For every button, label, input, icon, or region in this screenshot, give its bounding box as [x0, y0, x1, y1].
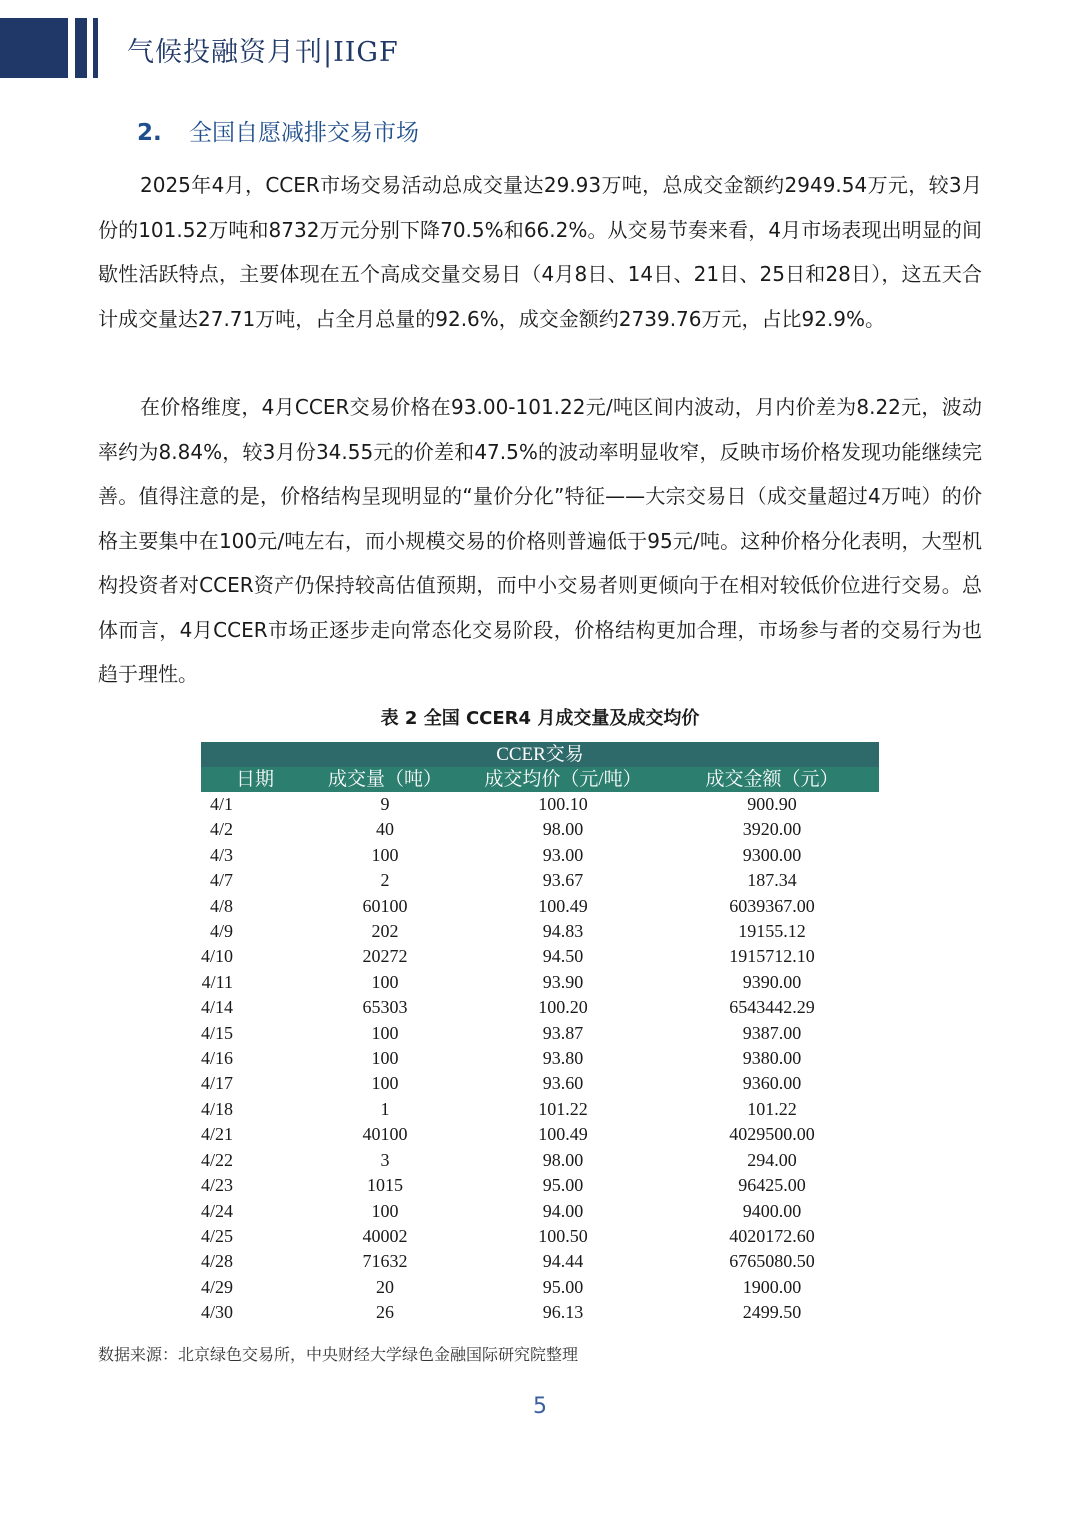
cell-avg-price: 96.13 — [542, 1302, 584, 1323]
table-row — [201, 944, 879, 969]
cell-avg-price: 94.44 — [542, 1251, 584, 1272]
cell-volume: 1015 — [367, 1175, 403, 1196]
table-row — [201, 868, 879, 893]
cell-date: 4/2 — [210, 819, 234, 840]
table-row — [201, 817, 879, 842]
table-row — [201, 1021, 879, 1046]
cell-amount: 1900.00 — [742, 1276, 802, 1297]
cell-avg-price: 94.00 — [542, 1200, 584, 1221]
cell-amount: 187.34 — [747, 870, 797, 891]
cell-avg-price: 93.67 — [542, 870, 584, 891]
cell-volume: 9 — [380, 794, 390, 814]
table-row — [201, 1046, 879, 1071]
cell-avg-price: 101.22 — [538, 1098, 588, 1119]
cell-volume: 100 — [371, 1200, 399, 1221]
table-row — [201, 843, 879, 868]
cell-volume: 71632 — [362, 1251, 408, 1272]
ccer-trade-table — [201, 742, 879, 1326]
cell-volume: 1 — [380, 1098, 390, 1119]
cell-amount: 1915712.10 — [729, 946, 815, 967]
table-row — [201, 1097, 879, 1122]
header-bar — [75, 18, 87, 78]
cell-volume: 100 — [371, 844, 399, 865]
table-caption: 表 2 全国 CCER4 月成交量及成交均价 — [380, 708, 700, 729]
cell-amount: 9300.00 — [742, 844, 802, 865]
column-header-volume: 成交量（吨） — [309, 767, 461, 792]
cell-volume: 26 — [376, 1302, 394, 1323]
cell-amount: 9360.00 — [742, 1073, 802, 1094]
cell-date: 4/1 — [210, 794, 234, 814]
cell-amount: 19155.12 — [738, 921, 806, 942]
cell-amount: 9390.00 — [742, 971, 802, 992]
cell-avg-price: 98.00 — [542, 1149, 584, 1170]
cell-date: 4/21 — [201, 1124, 234, 1145]
cell-volume: 40 — [376, 819, 394, 840]
section-title: 全国自愿减排交易市场 — [189, 120, 419, 146]
table-row — [201, 1173, 879, 1198]
cell-date: 4/7 — [210, 870, 234, 891]
cell-avg-price: 100.50 — [538, 1225, 588, 1246]
body-paragraph: 2025年4月，CCER市场交易活动总成交量达29.93万吨，总成交金额约2949.54万元，较3月份的101.52万吨和8732万元分别下降70.5%和66.2%。从交易节奏来看，4月市场表现出明显的间歇性活跃特点，主要体现在五个高成交量交易日（4月8日、14日、21日、25日和28日），这五天合计成交量达27.71万吨，占全月总量的92.6%，成交金额约2739.76万元，占比92.9%。 — [98, 173, 982, 331]
cell-amount: 3920.00 — [742, 819, 802, 840]
cell-avg-price: 95.00 — [542, 1276, 584, 1297]
cell-volume: 3 — [380, 1149, 390, 1170]
cell-date: 4/22 — [201, 1149, 234, 1170]
body-paragraph: 在价格维度，4月CCER交易价格在93.00-101.22元/吨区间内波动，月内价差为8.22元，波动率约为8.84%，较3月份34.55元的价差和47.5%的波动率明显收窄，反映市场价格发现功能继续完善。值得注意的是，价格结构呈现明显的“量价分化”特征——大宗交易日（成交量超过4万吨）的价格主要集中在100元/吨左右，而小规模交易的价格则普遍低于95元/吨。这种价格分化表明，大型机构投资者对CCER资产仍保持较高估值预期，而中小交易者则更倾向于在相对较低价位进行交易。总体而言，4月CCER市场正逐步走向常态化交易阶段，价格结构更加合理，市场参与者的交易行为也趋于理性。 — [98, 395, 982, 686]
cell-date: 4/11 — [201, 971, 234, 992]
cell-date: 4/25 — [201, 1225, 234, 1246]
cell-date: 4/15 — [201, 1022, 234, 1043]
cell-volume: 65303 — [362, 997, 408, 1018]
page-number: 5 — [533, 1394, 547, 1419]
cell-date: 4/16 — [201, 1048, 234, 1069]
cell-date: 4/18 — [201, 1098, 234, 1119]
cell-date: 4/8 — [210, 895, 234, 916]
header-bar — [0, 18, 68, 78]
column-header-date: 日期 — [201, 767, 309, 792]
cell-amount: 101.22 — [747, 1098, 797, 1119]
cell-avg-price: 93.60 — [542, 1073, 584, 1094]
cell-volume: 2 — [380, 870, 390, 891]
table-row — [201, 1224, 879, 1249]
table-row — [201, 1249, 879, 1274]
cell-avg-price: 100.49 — [538, 895, 588, 916]
column-header-amount: 成交金额（元） — [665, 767, 879, 792]
table-row — [201, 1122, 879, 1147]
cell-avg-price: 93.90 — [542, 971, 584, 992]
cell-date: 4/14 — [201, 997, 234, 1018]
cell-amount: 4029500.00 — [729, 1124, 815, 1145]
cell-volume: 100 — [371, 1022, 399, 1043]
table-row — [201, 1071, 879, 1096]
cell-volume: 202 — [371, 921, 399, 942]
cell-volume: 100 — [371, 1048, 399, 1069]
cell-amount: 96425.00 — [738, 1175, 806, 1196]
cell-volume: 60100 — [362, 895, 408, 916]
cell-avg-price: 93.80 — [542, 1048, 584, 1069]
cell-volume: 40100 — [362, 1124, 408, 1145]
cell-amount: 4020172.60 — [729, 1225, 815, 1246]
cell-amount: 9400.00 — [742, 1200, 802, 1221]
table-row — [201, 894, 879, 919]
cell-amount: 6765080.50 — [729, 1251, 815, 1272]
journal-title: 气候投融资月刊|IIGF — [127, 37, 399, 68]
cell-date: 4/17 — [201, 1073, 234, 1094]
cell-avg-price: 98.00 — [542, 819, 584, 840]
cell-avg-price: 94.50 — [542, 946, 584, 967]
cell-date: 4/29 — [201, 1276, 234, 1297]
table-group-header: CCER交易 — [201, 742, 879, 767]
table-body — [201, 792, 879, 1326]
cell-avg-price: 100.10 — [538, 794, 588, 814]
data-source-note: 数据来源：北京绿色交易所，中央财经大学绿色金融国际研究院整理 — [98, 1345, 579, 1364]
cell-avg-price: 100.49 — [538, 1124, 588, 1145]
cell-avg-price: 100.20 — [538, 997, 588, 1018]
table-row — [201, 1148, 879, 1173]
cell-volume: 20 — [376, 1276, 394, 1297]
section-heading — [137, 114, 419, 147]
cell-volume: 40002 — [362, 1225, 408, 1246]
cell-avg-price: 93.00 — [542, 844, 584, 865]
column-header-avg-price: 成交均价（元/吨） — [461, 767, 665, 792]
section-number: 2. — [137, 120, 162, 146]
table-row — [201, 792, 879, 817]
cell-volume: 100 — [371, 1073, 399, 1094]
table-row — [201, 1199, 879, 1224]
table-row — [201, 995, 879, 1020]
table-row — [201, 1300, 879, 1325]
cell-date: 4/24 — [201, 1200, 234, 1221]
cell-amount: 2499.50 — [742, 1302, 802, 1323]
cell-volume: 100 — [371, 971, 399, 992]
cell-date: 4/30 — [201, 1302, 234, 1323]
cell-amount: 9387.00 — [742, 1022, 802, 1043]
cell-date: 4/9 — [210, 921, 234, 942]
cell-amount: 900.90 — [747, 794, 797, 814]
cell-amount: 6039367.00 — [729, 895, 815, 916]
cell-avg-price: 94.83 — [542, 921, 584, 942]
cell-amount: 294.00 — [747, 1149, 797, 1170]
table-row — [201, 919, 879, 944]
cell-date: 4/3 — [210, 844, 234, 865]
cell-volume: 20272 — [362, 946, 408, 967]
cell-avg-price: 93.87 — [542, 1022, 584, 1043]
cell-avg-price: 95.00 — [542, 1175, 584, 1196]
cell-date: 4/28 — [201, 1251, 234, 1272]
table-row — [201, 1275, 879, 1300]
cell-amount: 9380.00 — [742, 1048, 802, 1069]
cell-date: 4/23 — [201, 1175, 234, 1196]
table-row — [201, 970, 879, 995]
cell-date: 4/10 — [201, 946, 234, 967]
cell-amount: 6543442.29 — [729, 997, 815, 1018]
header-bar — [93, 18, 98, 78]
